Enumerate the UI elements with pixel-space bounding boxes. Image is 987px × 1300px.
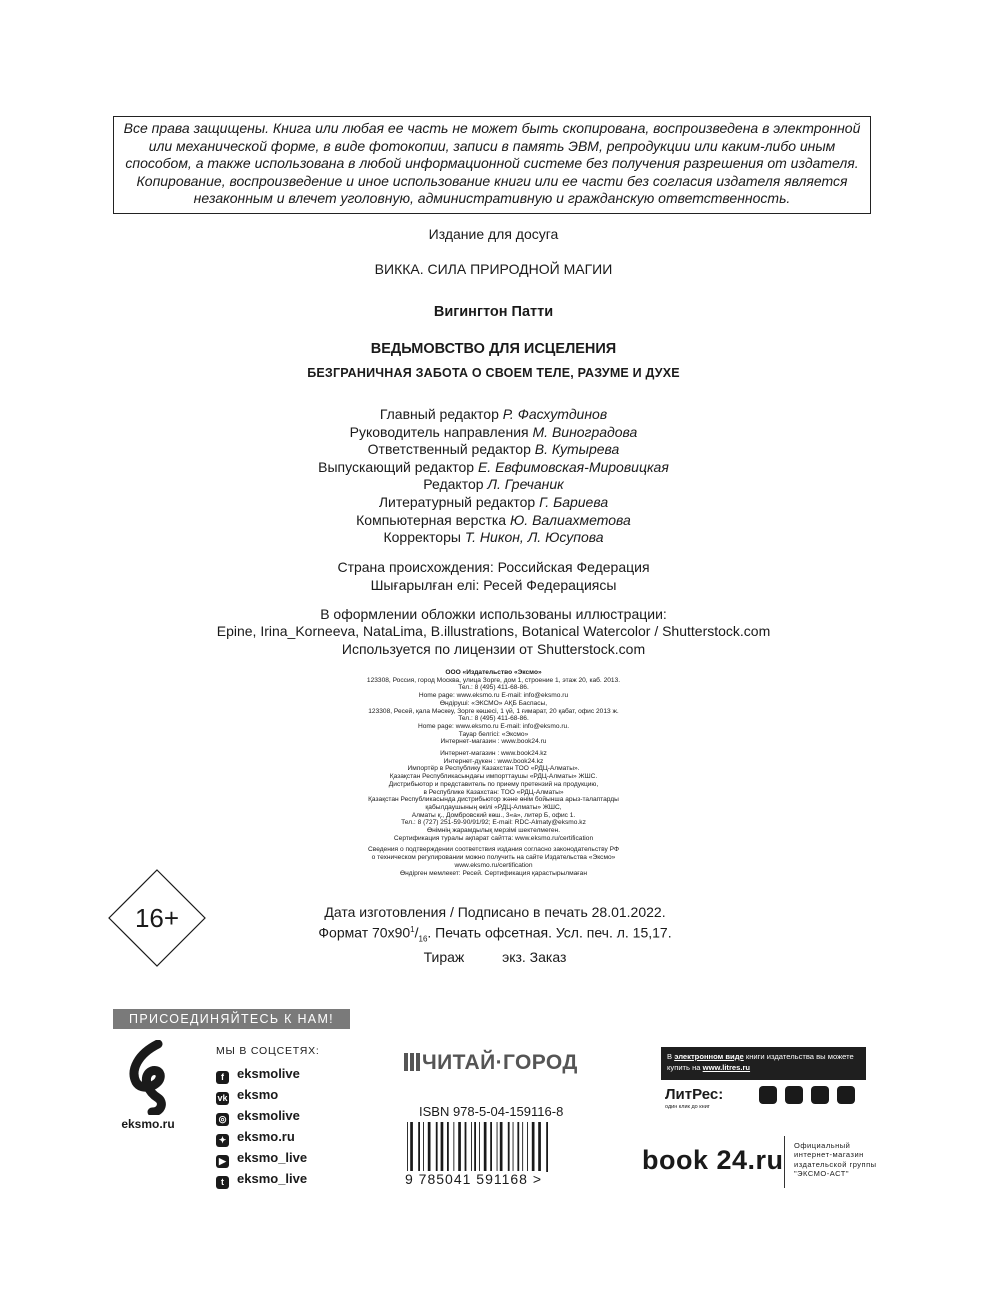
barcode-bar — [458, 1122, 461, 1172]
barcode-bar — [527, 1122, 528, 1172]
litres-box-text: книги издательства вы можете купить на — [667, 1052, 854, 1072]
format-sub: 16 — [418, 934, 428, 944]
social-handle: eksmo_live — [237, 1150, 308, 1165]
barcode-bar — [490, 1122, 492, 1172]
barcode-bar — [436, 1122, 438, 1172]
chitai-gorod-label: ЧИТАЙ·ГОРОД — [422, 1051, 578, 1074]
barcode-bar — [410, 1122, 413, 1172]
eksmo-logo-icon[interactable] — [118, 1040, 178, 1115]
publisher-line: в Республике Казахстан: ТОО «РДЦ-Алматы» — [423, 788, 564, 796]
publisher-line: Сертификация туралы ақпарат сайтта: www.eksmo.ru/certification — [393, 834, 594, 842]
litres-box-link[interactable]: электронном виде — [674, 1052, 744, 1061]
facebook-icon: f — [216, 1071, 229, 1084]
book24-logo[interactable]: book 24.ru — [642, 1145, 784, 1175]
publisher-line: о техническом регулировании можно получить на сайте Издательства «Эксмо» — [371, 854, 616, 862]
join-us-banner: ПРИСОЕДИНЯЙТЕСЬ К НАМ! — [113, 1009, 350, 1029]
credit-name: Л. Гречаник — [487, 476, 564, 493]
credit-row — [0, 494, 987, 512]
credit-name: В. Кутырева — [534, 441, 620, 458]
publisher-line: Қазақстан Республикасындағы импорттаушы «РДЦ-Алматы» ЖШС. — [389, 773, 598, 781]
print-format: Формат $70х90^1/_{16}$. Печать офсетная. Усл. печ. л. 15,17. — [318, 924, 672, 944]
isbn: ISBN 978-5-04-159116-8 — [419, 1104, 564, 1119]
credit-name: Р. Фасхутдинов — [502, 406, 608, 422]
publisher-line: Өнімнің жарамдылық мерзімі шектелмеген. — [426, 827, 561, 835]
litres-banner[interactable] — [661, 1047, 866, 1080]
print-info — [300, 903, 690, 966]
publisher-line: ООО «Издательство «Эксмо» — [445, 669, 542, 676]
social-handle: eksmo — [237, 1087, 279, 1102]
book24-description — [794, 1141, 877, 1179]
social-title: МЫ В СОЦСЕТЯХ: — [216, 1045, 320, 1057]
publisher-line: Дистрибьютор и представитель по приему претензий на продукцию, — [388, 780, 599, 788]
book24-desc-line: "ЭКСМО-АСТ" — [794, 1169, 849, 1179]
litres-slogan: один клик до книг — [665, 1104, 710, 1110]
instagram-icon: ◎ — [216, 1113, 229, 1126]
credit-row — [0, 512, 987, 530]
social-item[interactable] — [216, 1150, 307, 1171]
credit-row — [0, 441, 987, 459]
social-item[interactable] — [216, 1066, 300, 1087]
litres-box-pre: В — [667, 1052, 673, 1061]
format-suffix: . Печать офсетная. Усл. печ. л. 15,17. — [427, 924, 672, 941]
barcode-bar — [447, 1122, 449, 1172]
author: Вигингтон Патти — [433, 304, 554, 320]
barcode-digits: 9 785041 591168 > — [405, 1171, 543, 1187]
format-prefix: Формат 70х90 — [318, 924, 411, 941]
book24-divider — [784, 1136, 785, 1188]
apple-icon[interactable] — [759, 1086, 777, 1104]
barcode-bar — [546, 1122, 548, 1172]
publisher-line: Тауар белгісі: «Эксмо» — [458, 730, 529, 738]
publisher-line: қабылдаушының өкілі «РДЦ-Алматы» ЖШС, — [425, 803, 562, 811]
credit-name: М. Виноградова — [532, 423, 638, 440]
eksmo-site-link[interactable]: eksmo.ru — [121, 1117, 175, 1131]
credit-role: Главный редактор — [379, 406, 499, 422]
illustrations-sources: Epine, Irina_Korneeva, NataLima, B.illustrations, Botanical Watercolor / Shutterstock.com — [216, 623, 771, 640]
age-rating-label: 16+ — [134, 903, 180, 933]
twitter-icon: t — [216, 1176, 229, 1189]
publisher-line: Интернет-дүкен : www.book24.kz — [443, 757, 544, 765]
publisher-line: Тел.: 8 (495) 411-68-86. — [458, 684, 529, 692]
social-item[interactable] — [216, 1171, 307, 1192]
publisher-line: 123308, Ресей, қала Мәскеу, Зорге көшесі, 1 үй, 1 ғимарат, 20 қабат, офис 2013 ж. — [368, 707, 619, 715]
social-handle: eksmolive — [237, 1066, 300, 1081]
social-handle: eksmo.ru — [237, 1129, 295, 1144]
barcode-bar — [407, 1122, 408, 1172]
credit-row — [0, 529, 987, 547]
eksmo-site-icon: ✦ — [216, 1134, 229, 1147]
edition-type: Издание для досуга — [428, 226, 559, 242]
platform-icons — [759, 1086, 863, 1110]
circulation-label: Тираж — [423, 949, 465, 966]
print-date: Дата изготовления / Подписано в печать 28.01.2022. — [324, 904, 666, 920]
credit-role: Компьютерная верстка — [356, 511, 507, 528]
barcode-bar — [517, 1122, 519, 1172]
publisher-line: Home page: www.eksmo.ru E-mail: info@eksmo.ru — [418, 692, 569, 700]
android-icon[interactable] — [785, 1086, 803, 1104]
publisher-line: Қазақстан Республикасында дистрибьютор және өнім бойынша арыз-талаптарды — [368, 796, 619, 804]
credit-row — [0, 424, 987, 442]
print-circulation — [300, 948, 690, 966]
publisher-line: Тел.: 8 (495) 411-68-86. — [458, 715, 529, 723]
litres-logo[interactable]: ЛитРес: — [665, 1086, 724, 1103]
publisher-line: Интернет-магазин : www.book24.kz — [440, 750, 547, 758]
windows-phone-icon[interactable] — [811, 1086, 829, 1104]
social-item[interactable] — [216, 1129, 295, 1150]
publisher-line: 123308, Россия, город Москва, улица Зорге, дом 1, строение 1, этаж 20, каб. 2013. — [366, 676, 621, 684]
book24-desc-line: интернет-магазин — [794, 1150, 864, 1160]
country-kz: Шығарылған елі: Ресей Федерациясы — [370, 576, 617, 593]
credits-list — [0, 406, 987, 547]
barcode-bar — [532, 1122, 535, 1172]
publisher-line: Алматы қ., Домбровский көш., 3«а», литер Б, офис 1. — [411, 811, 576, 819]
social-item[interactable] — [216, 1087, 278, 1108]
social-item[interactable] — [216, 1108, 300, 1129]
credit-row — [0, 459, 987, 477]
country-of-origin — [0, 559, 987, 594]
barcode-bar — [471, 1122, 472, 1172]
windows-icon[interactable] — [837, 1086, 855, 1104]
litres-box-site[interactable]: www.litres.ru — [702, 1063, 751, 1072]
credit-role: Руководитель направления — [349, 423, 529, 440]
barcode-bar — [513, 1122, 514, 1172]
credit-role: Выпускающий редактор — [318, 458, 475, 475]
chitai-gorod-logo[interactable] — [404, 1051, 578, 1075]
country-ru: Страна происхождения: Российская Федерация — [337, 559, 650, 575]
credit-name: Т. Никон, Л. Юсупова — [464, 529, 604, 546]
barcode-bar — [453, 1122, 454, 1172]
book-subtitle: БЕЗГРАНИЧНАЯ ЗАБОТА О СВОЕМ ТЕЛЕ, РАЗУМЕ И ДУХЕ — [307, 366, 680, 380]
publisher-info — [0, 669, 987, 877]
credit-name: Г. Бариева — [539, 493, 609, 510]
barcode-bar — [474, 1122, 476, 1172]
illustrations-license: Используется по лицензии от Shutterstock.com — [341, 640, 646, 657]
publisher-line: www.eksmo.ru/certification — [454, 861, 533, 869]
format-sup: 1 — [410, 925, 415, 934]
credit-role: Ответственный редактор — [367, 441, 531, 458]
publisher-line: Home page: www.eksmo.ru E-mail: info@eksmo.ru. — [417, 722, 570, 730]
publisher-line: Өндіруші: «ЭКСМО» АҚБ Баспасы, — [439, 699, 548, 707]
illustrations-credit — [0, 606, 987, 658]
series-title: ВИККА. СИЛА ПРИРОДНОЙ МАГИИ — [374, 261, 613, 277]
book24-desc-line: издательской группы — [794, 1159, 877, 1169]
credit-row — [0, 406, 987, 424]
social-handle: eksmo_live — [237, 1171, 308, 1186]
publisher-line: Импортёр в Республику Казахстан ТОО «РДЦ-Алматы». — [407, 765, 580, 773]
credit-role: Литературный редактор — [378, 493, 536, 510]
vk-icon: vk — [217, 1093, 228, 1103]
barcode-bar — [500, 1122, 503, 1172]
publisher-line: Өндірген мемлекет: Ресей. Сертификация қарастырылмаған — [399, 869, 587, 877]
barcode-bar — [428, 1122, 431, 1172]
barcode-bar — [484, 1122, 487, 1172]
illustrations-heading: В оформлении обложки использованы иллюстрации: — [320, 606, 667, 622]
order-label: экз. Заказ — [502, 949, 567, 966]
credit-role: Редактор — [423, 476, 484, 493]
chitai-gorod-mark-icon — [404, 1051, 422, 1074]
barcode-bar — [508, 1122, 510, 1172]
publisher-line: Сведения о подтверждении соответствия издания согласно законодательству РФ — [368, 846, 619, 854]
publisher-line: Интернет-магазин : www.book24.ru — [440, 738, 547, 746]
rights-notice: Все права защищены. Книга или любая ее часть не может быть скопирована, воспроизведена в электронной или механической форме, в виде фотокопии, записи в память ЭВМ, репродукции или каким-либо иным способом, а также использована в любой информационной системе без получения разрешения от издателя. Копирование, воспроизведение и иное использование книги или ее части без согласия издателя является незаконным и влечет уголовную, административную и гражданскую ответственность. — [113, 116, 871, 214]
credit-role: Корректоры — [383, 529, 461, 546]
barcode-bar — [522, 1122, 523, 1172]
barcode-bar — [423, 1122, 424, 1172]
barcode-bar — [479, 1122, 480, 1172]
credit-name: Ю. Валиахметова — [509, 511, 631, 528]
credit-name: Е. Евфимовская-Мировицкая — [477, 458, 669, 475]
publisher-line: Тел.: 8 (727) 251-59-90/91/92; E-mail: RDC-Almaty@eksmo.kz — [401, 819, 586, 827]
book24-desc-line: Официальный — [794, 1141, 851, 1150]
barcode-bar — [465, 1122, 467, 1172]
youtube-icon: ▶ — [216, 1155, 229, 1168]
credit-row — [0, 476, 987, 494]
barcode-bar — [441, 1122, 444, 1172]
social-handle: eksmolive — [237, 1108, 300, 1123]
barcode-bar — [497, 1122, 498, 1172]
barcode-bar — [418, 1122, 420, 1172]
barcode-bar — [538, 1122, 541, 1172]
age-rating-badge — [108, 869, 206, 967]
book-title: ВЕДЬМОВСТВО ДЛЯ ИСЦЕЛЕНИЯ — [370, 341, 617, 357]
